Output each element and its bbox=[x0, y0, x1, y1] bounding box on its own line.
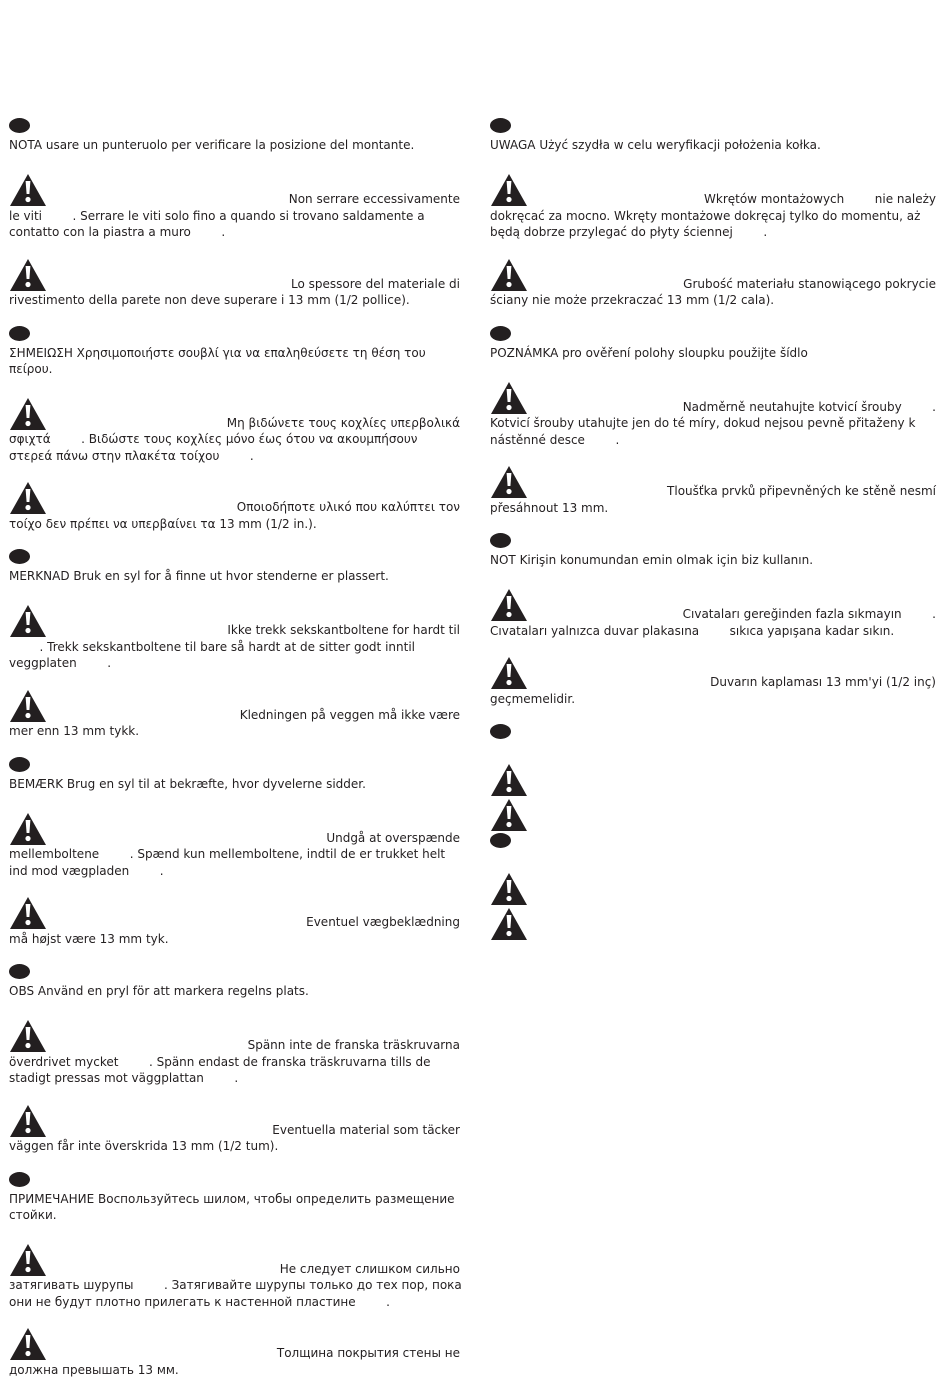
warning-triangle-icon bbox=[9, 481, 47, 515]
note-text: ПРИМЕЧАНИЕ Воспользуйтесь шилом, чтобы определить размещение стойки. bbox=[9, 1191, 464, 1223]
spacer bbox=[9, 1378, 464, 1395]
language-section-tr bbox=[490, 533, 940, 724]
language-section-pl bbox=[490, 118, 940, 326]
warning-1 bbox=[490, 173, 940, 241]
warning-2 bbox=[9, 258, 464, 309]
warning-text bbox=[9, 191, 464, 241]
note-text: BEMÆRK Brug en syl til at bekræfte, hvor dyvelerne sidder. bbox=[9, 776, 464, 792]
warning-text-rest: geçmemelidir. bbox=[490, 692, 575, 706]
warning-text bbox=[490, 674, 940, 707]
spacer bbox=[9, 309, 464, 326]
spacer bbox=[490, 448, 940, 465]
warning-triangle-icon bbox=[9, 604, 47, 638]
note-text: OBS Använd en pryl för att markera regelns plats. bbox=[9, 983, 464, 999]
warning-1 bbox=[9, 604, 464, 672]
warning-text bbox=[9, 1122, 464, 1155]
warning-triangle-icon bbox=[490, 872, 528, 906]
spacer bbox=[490, 852, 940, 872]
note-marker-icon bbox=[9, 1172, 30, 1187]
warning-text bbox=[9, 1261, 464, 1311]
warning-triangle-icon bbox=[9, 896, 47, 930]
warning-triangle-icon bbox=[490, 465, 528, 499]
warning-text-first-line: Non serrare eccessivamente bbox=[9, 191, 464, 208]
note-text: UWAGA Użyć szydła w celu weryfikacji położenia kołka. bbox=[490, 137, 940, 153]
language-section-cs bbox=[490, 326, 940, 534]
warning-text-rest: Cıvataları yalnızca duvar plakasına sıkıca yapışana kadar sıkın. bbox=[490, 624, 894, 638]
warning-triangle-icon bbox=[9, 812, 47, 846]
language-section-blank2 bbox=[490, 833, 940, 942]
note-marker-icon bbox=[9, 326, 30, 341]
spacer bbox=[490, 241, 940, 258]
warning-2 bbox=[9, 896, 464, 947]
warning-text bbox=[9, 622, 464, 672]
warning-1 bbox=[490, 588, 940, 639]
warning-text-rest: τοίχο δεν πρέπει να υπερβαίνει τα 13 mm (1/2 in.). bbox=[9, 517, 317, 531]
warning-1 bbox=[9, 1019, 464, 1087]
note-text: NOT Kirişin konumundan emin olmak için biz kullanın. bbox=[490, 552, 940, 568]
spacer bbox=[490, 925, 940, 942]
warning-text-rest: ściany nie może przekraczać 13 mm (1/2 cala). bbox=[490, 293, 774, 307]
warning-text-first-line: Grubość materiału stanowiącego pokrycie bbox=[490, 276, 940, 293]
warning-text-rest: σφιχτά . Βιδώστε τους κοχλίες μόνο έως ότου να ακουμπήσουν στερεά πάνω στην πλακέτα τοίχου . bbox=[9, 432, 421, 463]
warning-text-first-line: Kledningen på veggen må ikke være bbox=[9, 707, 464, 724]
warning-text-rest: mellemboltene . Spænd kun mellemboltene, indtil de er trukket helt ind mod vægpladen . bbox=[9, 847, 449, 878]
spacer bbox=[9, 377, 464, 397]
warning-text-first-line: Tloušťka prvků připevněných ke stěně nesmí bbox=[490, 483, 940, 500]
note-marker-icon bbox=[490, 118, 511, 133]
warning-1 bbox=[9, 173, 464, 241]
language-section-no bbox=[9, 549, 464, 757]
warning-1 bbox=[9, 1243, 464, 1311]
warning-text bbox=[9, 1345, 464, 1378]
warning-2 bbox=[9, 1104, 464, 1155]
warning-text-rest: dokręcać za mocno. Wkręty montażowe dokręcaj tylko do momentu, aż będą dobrze przylegać do płyty ściennej . bbox=[490, 209, 924, 240]
note-marker-icon bbox=[9, 549, 30, 564]
warning-text-rest: должна превышать 13 мм. bbox=[9, 1363, 179, 1377]
spacer bbox=[9, 464, 464, 481]
warning-text bbox=[9, 830, 464, 880]
spacer bbox=[9, 792, 464, 812]
note-marker-icon bbox=[9, 118, 30, 133]
warning-triangle-icon bbox=[9, 173, 47, 207]
warning-1 bbox=[490, 381, 940, 449]
language-section-it bbox=[9, 118, 464, 326]
warning-2 bbox=[9, 1327, 464, 1378]
warning-text-first-line: Eventuel vægbeklædning bbox=[9, 914, 464, 931]
warning-text bbox=[9, 499, 464, 532]
warning-triangle-icon bbox=[490, 258, 528, 292]
warning-text-rest: väggen får inte överskrida 13 mm (1/2 tum). bbox=[9, 1139, 278, 1153]
note-text: MERKNAD Bruk en syl for å finne ut hvor stenderne er plassert. bbox=[9, 568, 464, 584]
note-marker-icon bbox=[490, 833, 511, 848]
warning-triangle-icon bbox=[9, 689, 47, 723]
warning-text bbox=[9, 276, 464, 309]
warning-text bbox=[490, 276, 940, 309]
warning-triangle-icon bbox=[9, 258, 47, 292]
warning-text-first-line: Οποιοδήποτε υλικό που καλύπτει τον bbox=[9, 499, 464, 516]
warning-2 bbox=[490, 465, 940, 516]
warning-text-rest: затягивать шурупы . Затягивайте шурупы только до тех пор, пока они не будут плотно прилегать к настенной пластине . bbox=[9, 1278, 466, 1309]
language-section-ru bbox=[9, 1172, 464, 1395]
note-marker-icon bbox=[9, 757, 30, 772]
warning-text-rest: . Trekk sekskantboltene til bare så hardt at de sitter godt inntil veggplaten . bbox=[9, 640, 419, 671]
spacer bbox=[490, 361, 940, 381]
spacer bbox=[9, 672, 464, 689]
warning-2 bbox=[490, 258, 940, 309]
right-column bbox=[490, 118, 940, 942]
warning-triangle-icon bbox=[490, 907, 528, 941]
spacer bbox=[490, 639, 940, 656]
warning-text-first-line: Nadměrně neutahujte kotvicí šrouby . bbox=[490, 399, 940, 416]
spacer bbox=[9, 740, 464, 757]
note-marker-icon bbox=[490, 326, 511, 341]
spacer bbox=[490, 707, 940, 724]
warning-2 bbox=[9, 689, 464, 740]
warning-text-rest: överdrivet mycket . Spänn endast de franska träskruvarna tills de stadigt pressas mot väggplattan . bbox=[9, 1055, 434, 1086]
warning-text bbox=[490, 399, 940, 449]
spacer bbox=[490, 153, 940, 173]
spacer bbox=[9, 1310, 464, 1327]
warning-triangle-icon bbox=[9, 1327, 47, 1361]
warning-1 bbox=[9, 812, 464, 880]
warning-text bbox=[490, 191, 940, 241]
spacer bbox=[9, 241, 464, 258]
note-text: NOTA usare un punteruolo per verificare la posizione del montante. bbox=[9, 137, 464, 153]
warning-1 bbox=[9, 397, 464, 465]
warning-triangle-icon bbox=[490, 588, 528, 622]
warning-triangle-icon bbox=[490, 763, 528, 797]
language-section-blank1 bbox=[490, 724, 940, 833]
spacer bbox=[490, 568, 940, 588]
spacer bbox=[9, 584, 464, 604]
spacer bbox=[490, 743, 940, 763]
spacer bbox=[490, 781, 940, 798]
warning-triangle-icon bbox=[490, 173, 528, 207]
note-marker-icon bbox=[490, 533, 511, 548]
warning-text bbox=[9, 707, 464, 740]
warning-text bbox=[490, 483, 940, 516]
spacer bbox=[9, 1087, 464, 1104]
note-marker-icon bbox=[490, 724, 511, 739]
warning-triangle-icon bbox=[9, 1019, 47, 1053]
spacer bbox=[490, 309, 940, 326]
warning-2 bbox=[490, 656, 940, 707]
spacer bbox=[9, 1155, 464, 1172]
warning-text-first-line: Ikke trekk sekskantboltene for hardt til bbox=[9, 622, 464, 639]
warning-text-first-line: Duvarın kaplaması 13 mm'yi (1/2 inç) bbox=[490, 674, 940, 691]
warning-text-first-line: Μη βιδώνετε τους κοχλίες υπερβολικά bbox=[9, 415, 464, 432]
warning-triangle-icon bbox=[490, 381, 528, 415]
spacer bbox=[9, 532, 464, 549]
spacer bbox=[490, 816, 940, 833]
warning-text-first-line: Wkrętów montażowych nie należy bbox=[490, 191, 940, 208]
warning-text-rest: přesáhnout 13 mm. bbox=[490, 501, 608, 515]
spacer bbox=[9, 947, 464, 964]
warning-triangle-icon bbox=[9, 1104, 47, 1138]
warning-text bbox=[9, 1037, 464, 1087]
warning-text-rest: Kotvicí šrouby utahujte jen do té míry, dokud nejsou pevně přitaženy k nástěnné desce . bbox=[490, 416, 919, 447]
spacer bbox=[490, 516, 940, 533]
note-text: ΣΗΜΕΙΩΣΗ Χρησιμοποιήστε σουβλί για να επαληθεύσετε τη θέση του πείρου. bbox=[9, 345, 464, 377]
warning-text-rest: rivestimento della parete non deve superare i 13 mm (1/2 pollice). bbox=[9, 293, 410, 307]
left-column bbox=[9, 118, 464, 1395]
spacer bbox=[9, 153, 464, 173]
warning-text-rest: le viti . Serrare le viti solo fino a quando si trovano saldamente a contatto con la piastra a muro . bbox=[9, 209, 428, 240]
warning-text-first-line: Толщина покрытия стены не bbox=[9, 1345, 464, 1362]
warning-text-first-line: Eventuella material som täcker bbox=[9, 1122, 464, 1139]
warning-triangle-icon bbox=[490, 798, 528, 832]
warning-text bbox=[9, 415, 464, 465]
spacer bbox=[9, 1223, 464, 1243]
language-section-da bbox=[9, 757, 464, 965]
warning-text bbox=[9, 914, 464, 947]
warning-text-rest: må højst være 13 mm tyk. bbox=[9, 932, 169, 946]
warning-2 bbox=[9, 481, 464, 532]
warning-text-rest: mer enn 13 mm tykk. bbox=[9, 724, 139, 738]
warning-text bbox=[490, 606, 940, 639]
note-text: POZNÁMKA pro ověření polohy sloupku použijte šídlo bbox=[490, 345, 940, 361]
spacer bbox=[9, 999, 464, 1019]
language-section-sv bbox=[9, 964, 464, 1172]
warning-text-first-line: Не следует слишком сильно bbox=[9, 1261, 464, 1278]
warning-text-first-line: Undgå at overspænde bbox=[9, 830, 464, 847]
warning-text-first-line: Cıvataları gereğinden fazla sıkmayın . bbox=[490, 606, 940, 623]
warning-text-first-line: Lo spessore del materiale di bbox=[9, 276, 464, 293]
spacer bbox=[9, 879, 464, 896]
spacer bbox=[490, 890, 940, 907]
language-section-el bbox=[9, 326, 464, 550]
warning-triangle-icon bbox=[9, 397, 47, 431]
warning-text-first-line: Spänn inte de franska träskruvarna bbox=[9, 1037, 464, 1054]
warning-triangle-icon bbox=[490, 656, 528, 690]
note-marker-icon bbox=[9, 964, 30, 979]
